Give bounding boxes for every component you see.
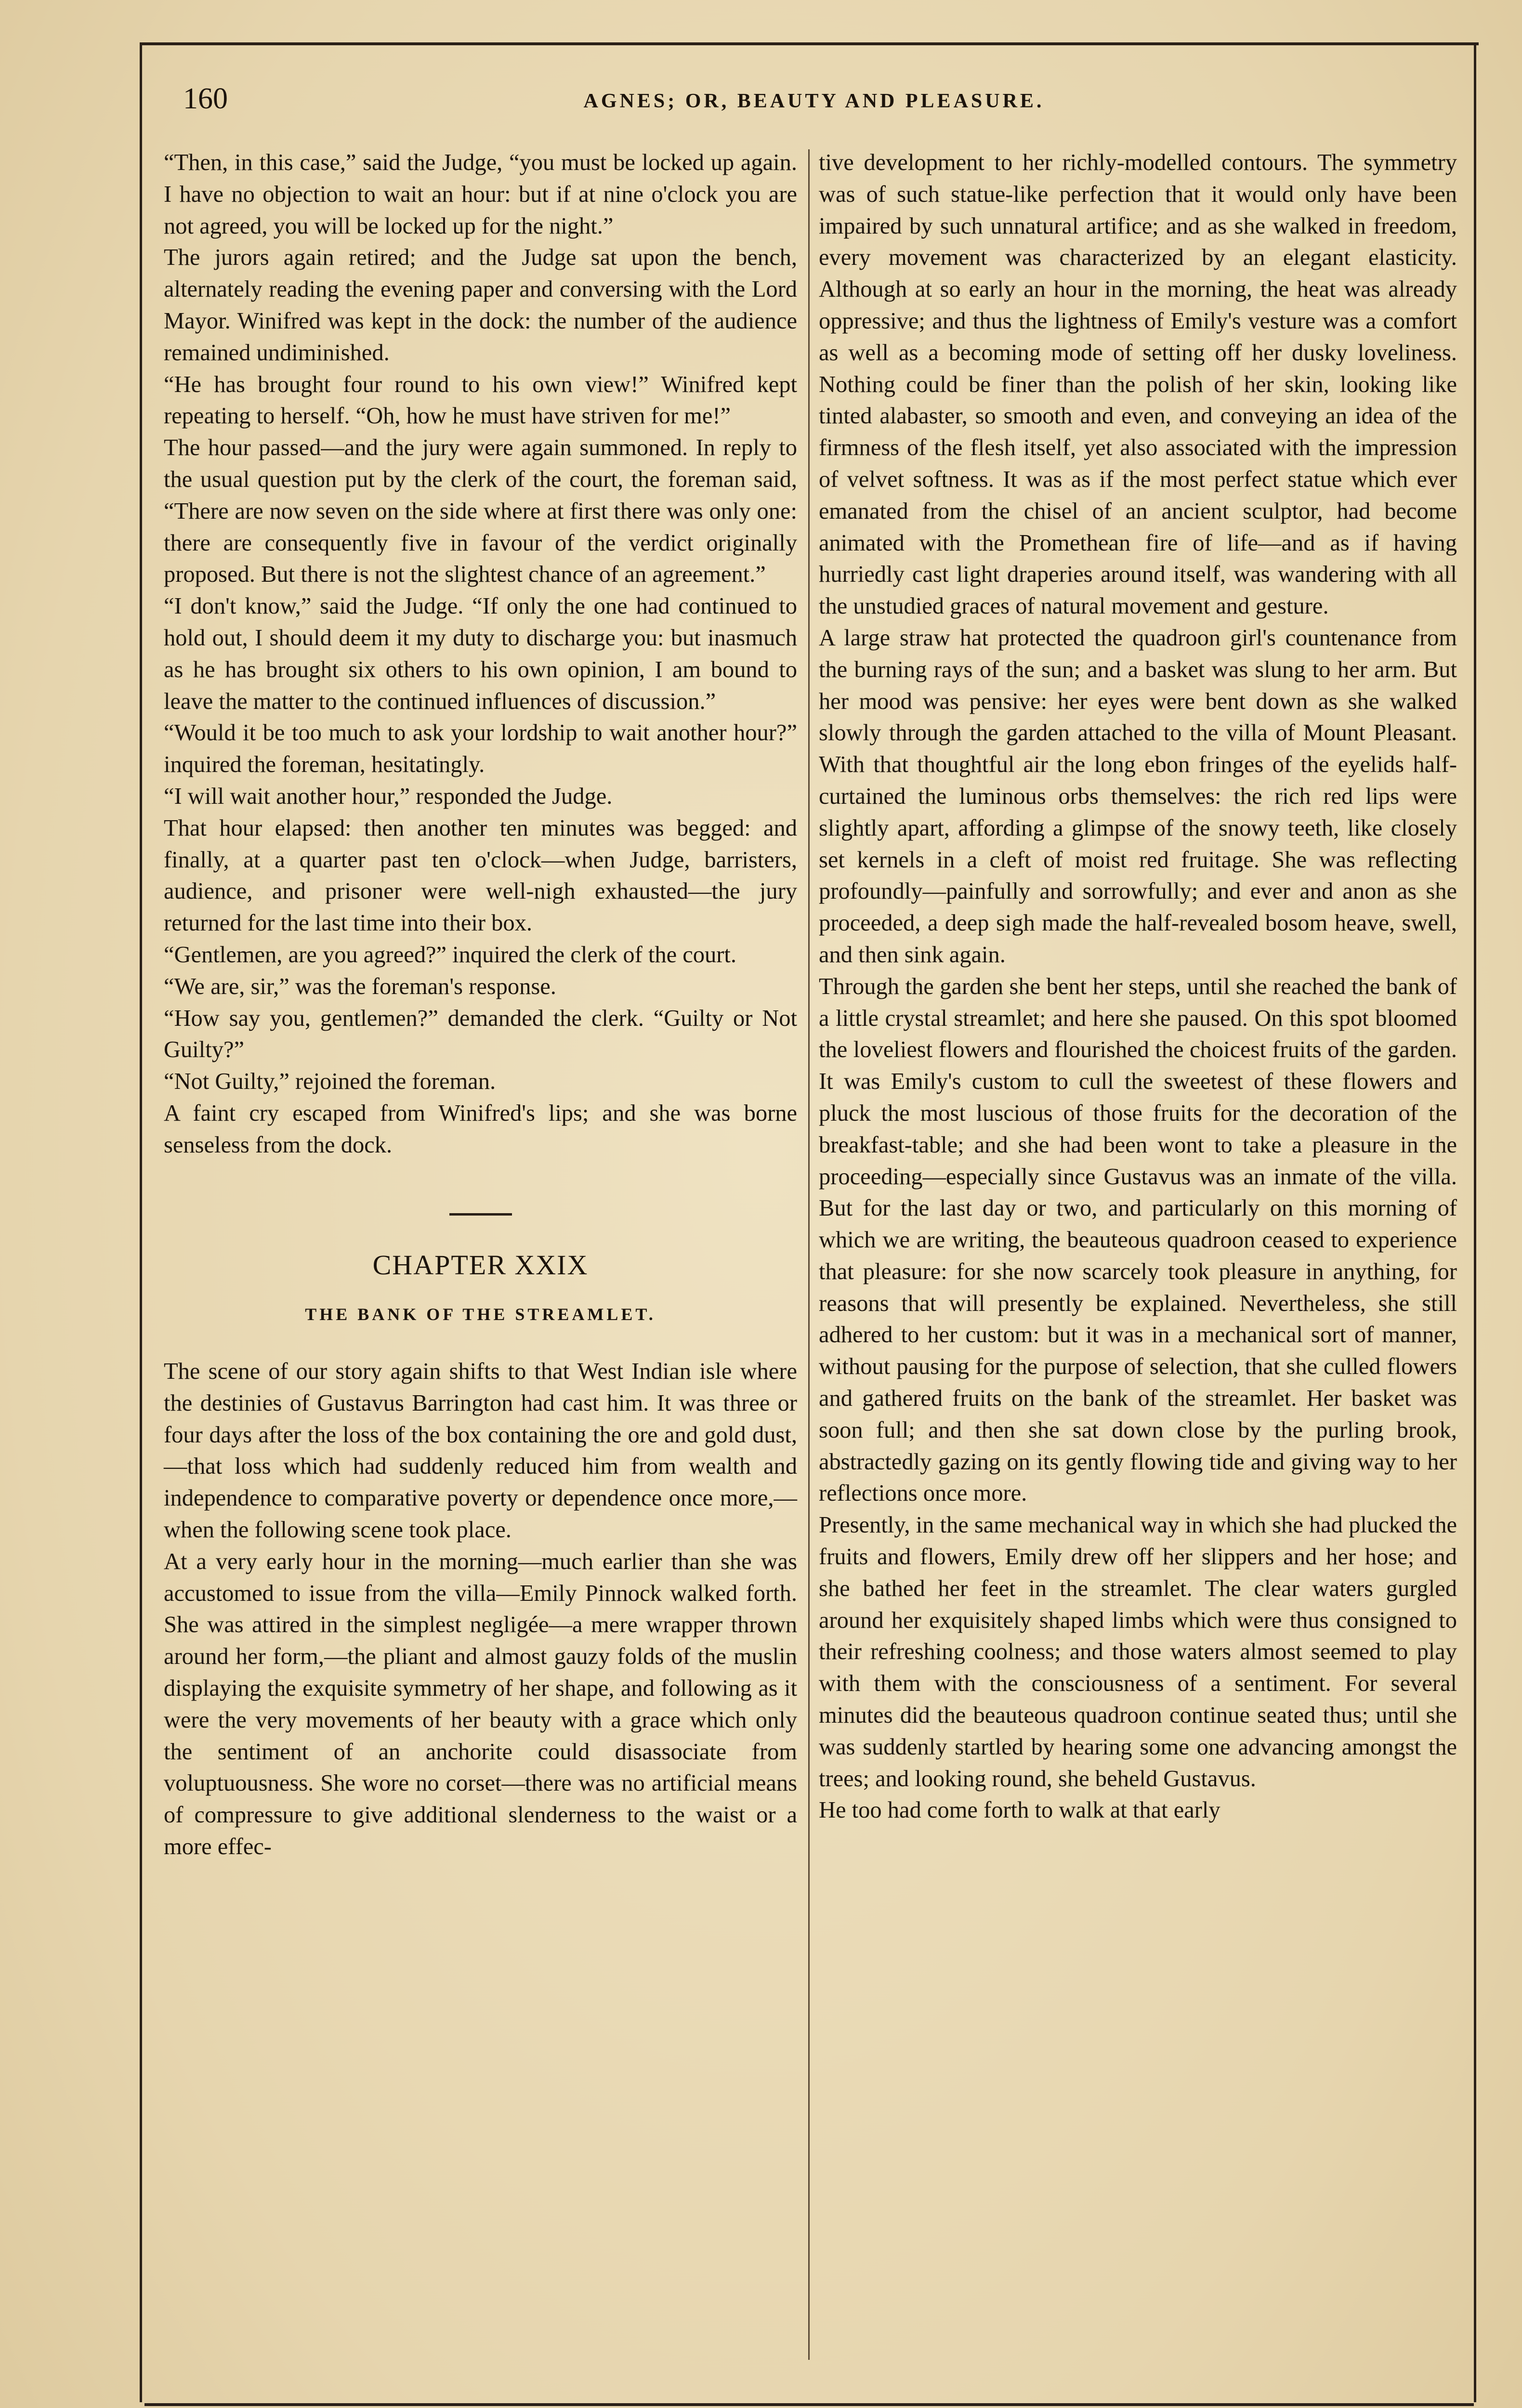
paragraph: tive development to her richly-modelled contours. The symmetry was of such statue-like perfection that it would only have been impaired by such unnatural artifice; and as she walked in freedom, every movement was characterized by an elegant elasticity. Although at so early an hour in the morning, the heat was already oppressive; and thus the lightness of Emily's vesture was a comfort as well as a becoming mode of setting off her dusky loveliness. Nothing could be finer than the polish of her skin, looking like tinted alabaster, so smooth and even, and conveying an idea of the firmness of the flesh itself, yet also associated with the impression of velvet softness. It was as if the most perfect statue which ever emanated from the chisel of an ancient sculptor, had become animated with the Promethean fire of life—and as if having hurriedly cast light draperies around itself, was wandering with all the unstudied graces of natural movement and gesture. bbox=[819, 150, 1457, 619]
chapter-subtitle: THE BANK OF THE STREAMLET. bbox=[305, 1305, 656, 1324]
paragraph: “I don't know,” said the Judge. “If only the one had continued to hold out, I should deem it my duty to discharge you: but inasmuch as he has brought six others to his own opinion, I am bound to leave the matter to the continued influences of discussion.” bbox=[164, 593, 797, 714]
frame-rule-top bbox=[140, 42, 1479, 45]
paragraph: A large straw hat protected the quadroon girl's countenance from the burning rays of the sun; and a basket was slung to her arm. But her mood was pensive: her eyes were bent down as she walked slowly through the garden attached to the villa of Mount Pleasant. With that thoughtful air the long ebon fringes of the eyelids half-curtained the luminous orbs themselves: the rich red lips were slightly apart, affording a glimpse of the snowy teeth, like closely set kernels in a cleft of moist red fruitage. She was reflecting profoundly—painfully and sorrowfully; and ever and anon as she proceeded, a deep sigh made the half-revealed bosom heave, swell, and then sink again. bbox=[819, 625, 1457, 968]
column-divider bbox=[808, 149, 810, 2360]
paragraph: At a very early hour in the morning—much earlier than she was accustomed to issue from the villa—Emily Pinnock walked forth. She was attired in the simplest negligée—a mere wrapper thrown around her form,—the pliant and almost gauzy folds of the muslin displaying the exquisite symmetry of her shape, and following as it were the very movements of her beauty with a grace which only the sentiment of an anchorite could disassociate from voluptuousness. She wore no corset—there was no artificial means of compressure to give additional slenderness to the waist or a more effec- bbox=[164, 1548, 797, 1860]
paragraph: A faint cry escaped from Winifred's lips; and she was borne senseless from the dock. bbox=[164, 1100, 797, 1158]
paragraph: “Then, in this case,” said the Judge, “you must be locked up again. I have no objection to wait an hour: but if at nine o'clock you are not agreed, you will be locked up for the night.” bbox=[164, 150, 797, 239]
paragraph: The scene of our story again shifts to that West Indian isle where the destinies of Gustavus Barrington had cast him. It was three or four days after the loss of the box containing the ore and gold dust,—that loss which had suddenly reduced him from wealth and independence to comparative poverty or dependence once more,—when the following scene took place. bbox=[164, 1359, 797, 1543]
paragraph: Presently, in the same mechanical way in which she had plucked the fruits and flowers, Emily drew off her slippers and her hose; and she bathed her feet in the streamlet. The clear waters gurgled around her exquisitely shaped limbs which were thus consigned to their refreshing coolness; and those waters almost seemed to play with them with the consciousness of a sentiment. For several minutes did the beauteous quadroon continue seated thus; until she was suddenly startled by hearing some one advancing amongst the trees; and looking round, she beheld Gustavus. bbox=[819, 1512, 1457, 1792]
page-number: 160 bbox=[183, 82, 228, 115]
paragraph: “Gentlemen, are you agreed?” inquired the clerk of the court. bbox=[164, 942, 737, 968]
paragraph: The hour passed—and the jury were again summoned. In reply to the usual question put by the clerk of the court, the foreman said, “There are now seven on the side where at first there was only one: there are consequently five in favour of the verdict originally proposed. But there is not the slightest chance of an agreement.” bbox=[164, 435, 797, 588]
paragraph: That hour elapsed: then another ten minutes was begged: and finally, at a quarter past ten o'clock—when Judge, barristers, audience, and prisoner were well-nigh exhausted—the jury returned for the last time into their box. bbox=[164, 815, 797, 936]
paragraph: He too had come forth to walk at that early bbox=[819, 1797, 1220, 1823]
paragraph: “How say you, gentlemen?” demanded the clerk. “Guilty or Not Guilty?” bbox=[164, 1005, 797, 1063]
chapter-title: CHAPTER XXIX bbox=[372, 1249, 589, 1281]
frame-rule-left bbox=[140, 42, 142, 2402]
paragraph: “He has brought four round to his own view!” Winifred kept repeating to herself. “Oh, how he must have striven for me!” bbox=[164, 371, 797, 429]
running-head: AGNES; OR, BEAUTY AND PLEASURE. bbox=[583, 90, 1045, 112]
paragraph: “I will wait another hour,” responded the Judge. bbox=[164, 783, 613, 809]
paragraph: “Would it be too much to ask your lordship to wait another hour?” inquired the foreman, hesitatingly. bbox=[164, 720, 797, 778]
paragraph: “We are, sir,” was the foreman's response. bbox=[164, 973, 556, 999]
paragraph: “Not Guilty,” rejoined the foreman. bbox=[164, 1069, 496, 1095]
right-column bbox=[819, 147, 1457, 1826]
page-header bbox=[164, 82, 1464, 130]
paragraph: The jurors again retired; and the Judge sat upon the bench, alternately reading the evening paper and conversing with the Lord Mayor. Winifred was kept in the dock: the number of the audience remained undiminished. bbox=[164, 245, 797, 366]
left-column bbox=[164, 147, 797, 1863]
chapter-divider bbox=[449, 1213, 512, 1216]
frame-rule-bottom bbox=[144, 2403, 1474, 2406]
paragraph: Through the garden she bent her steps, until she reached the bank of a little crystal streamlet; and here she paused. On this spot bloomed the loveliest flowers and flourished the choicest fruits of the garden. It was Emily's custom to cull the sweetest of these flowers and pluck the most luscious of those fruits for the decoration of the breakfast-table; and she had been wont to take a pleasure in the proceeding—especially since Gustavus was an inmate of the villa. But for the last day or two, and particularly on this morning of which we are writing, the beauteous quadroon ceased to experience that pleasure: for she now scarcely took pleasure in anything, for reasons that will presently be explained. Nevertheless, she still adhered to her custom: but it was in a mechanical sort of manner, without pausing for the purpose of selection, that she culled flowers and gathered fruits on the bank of the streamlet. Her basket was soon full; and then she sat down close by the purling brook, abstractedly gazing on its gently flowing tide and giving way to her reflections once more. bbox=[819, 973, 1457, 1506]
frame-rule-right bbox=[1474, 42, 1476, 2402]
